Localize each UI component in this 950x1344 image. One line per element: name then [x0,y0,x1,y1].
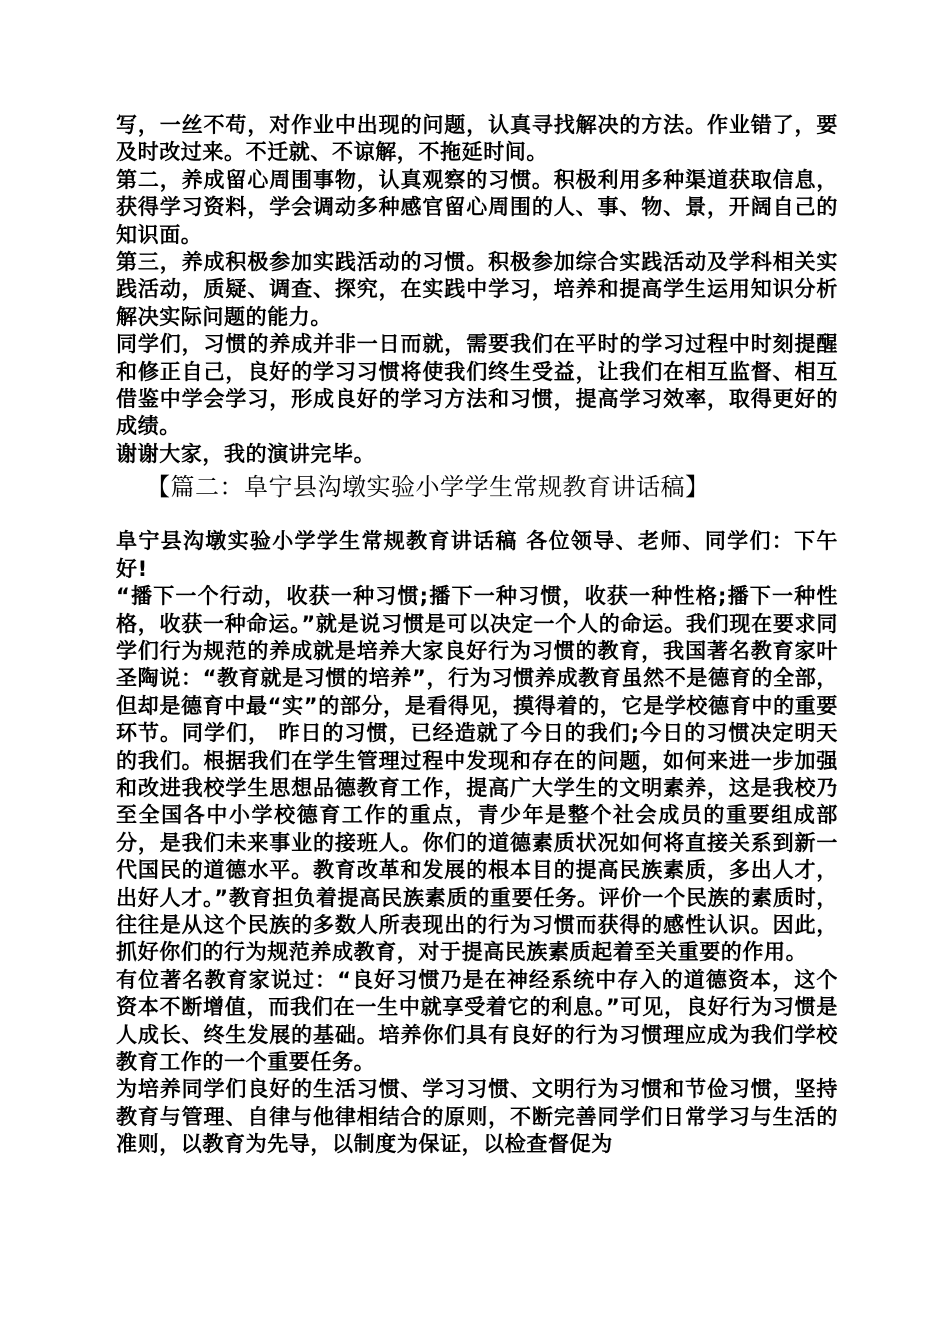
paragraph-conclusion: 同学们，习惯的养成并非一日而就，需要我们在平时的学习过程中时刻提醒和修正自己，良好的学习习惯将使我们终生受益，让我们在相互监督、相互借鉴中学会学习，形成良好的学习方法和习惯，提高学习效率，取得更好的成绩。 [116,332,838,439]
paragraph-greeting: 阜宁县沟墩实验小学学生常规教育讲话稿 各位领导、老师、同学们：下午好! [116,529,838,581]
section-heading: 【篇二：阜宁县沟墩实验小学学生常规教育讲话稿】 [146,473,710,502]
paragraph-second-habit: 第二，养成留心周围事物，认真观察的习惯。积极利用多种渠道获取信息，获得学习资料，学会调动多种感官留心周围的人、事、物、景，开阔自己的知识面。 [116,167,838,247]
paragraph-habit-destiny: “播下一个行动，收获一种习惯;播下一种习惯，收获一种性格;播下一种性格，收获一种命运。”就是说习惯是可以决定一个人的命运。我们现在要求同学们行为规范的养成就是培养大家良好行为习惯的教育，我国著名教育家叶圣陶说：“教育就是习惯的培养”，行为习惯养成教育虽然不是德育的全部，但却是德育中最“实”的部分，是看得见，摸得着的，它是学校德育中的重要环节。同学们， 昨日的习惯，已经造就了今日的我们;今日的习惯决定明天的我们。根据我们在学生管理过程中发现和存在的问题，如何来进一步加强和改进我校学生思想品德教育工作，提高广大学生的文明素养，这是我校乃至全国各中小学校德育工作的重点，青少年是整个社会成员的重要组成部分，是我们未来事业的接班人。你们的道德素质状况如何将直接关系到新一代国民的道德水平。教育改革和发展的根本目的提高民族素质，多出人才，出好人才。”教育担负着提高民族素质的重要任务。评价一个民族的素质时，往往是从这个民族的多数人所表现出的行为习惯而获得的感性认识。因此，抓好你们的行为规范养成教育，对于提高民族素质起着至关重要的作用。 [116,584,838,965]
paragraph-homework: 写，一丝不苟，对作业中出现的问题，认真寻找解决的方法。作业错了，要及时改过来。不迁就、不谅解，不拖延时间。 [116,113,838,165]
document-page [116,112,838,1159]
paragraph-thanks: 谢谢大家，我的演讲完毕。 [116,441,376,466]
paragraph-third-habit: 第三，养成积极参加实践活动的习惯。积极参加综合实践活动及学科相关实践活动，质疑、调查、探究，在实践中学习，培养和提高学生运用知识分析解决实际问题的能力。 [116,250,838,329]
paragraph-moral-capital: 有位著名教育家说过：“良好习惯乃是在神经系统中存入的道德资本，这个资本不断增值，而我们在一生中就享受着它的利息。”可见，良好行为习惯是人成长、终生发展的基础。培养你们具有良好的行为习惯理应成为我们学校教育工作的一个重要任务。 [116,967,838,1074]
paragraph-cultivation: 为培养同学们良好的生活习惯、学习习惯、文明行为习惯和节俭习惯，坚持教育与管理、自律与他律相结合的原则，不断完善同学们日常学习与生活的准则，以教育为先导，以制度为保证，以检查督促为 [116,1077,838,1157]
